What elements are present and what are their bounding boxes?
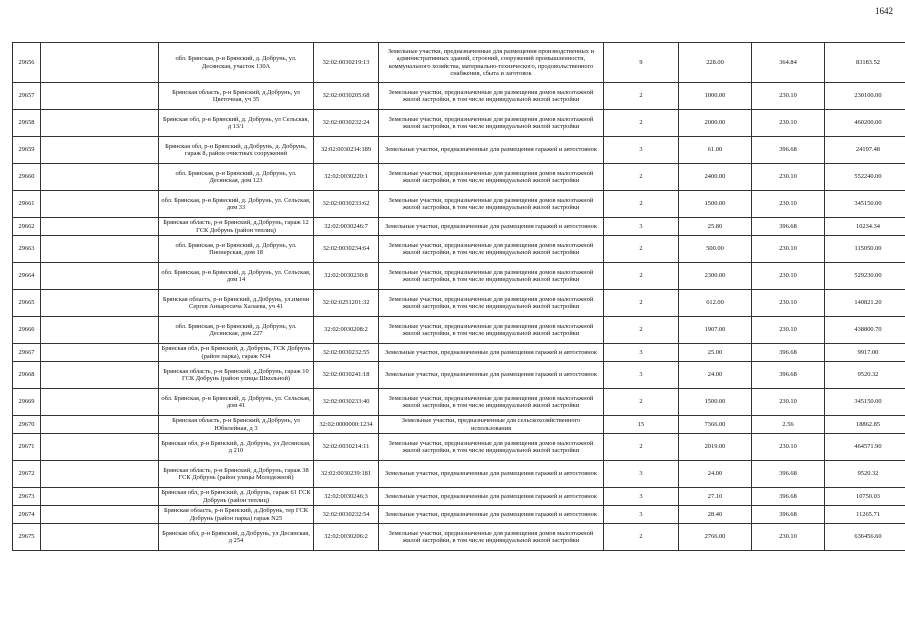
use-group-cell: 2: [604, 389, 679, 416]
row-id-cell: 29672: [13, 461, 41, 488]
cadastral-number-cell: 32:02:0030246:3: [314, 488, 379, 506]
land-use-cell: Земельные участки, предназначенные для размещения домов малоэтажной жилой застройки, в том числе индивидуальной жилой застройки: [379, 290, 604, 317]
address-cell: обл. Брянская, р-н Брянский, д. Добрунь, ул. Пионерская, дом 18: [159, 236, 314, 263]
blank-cell: [41, 218, 159, 236]
table-row: [13, 83, 905, 110]
cadastral-number-cell: 32:02:0030208:2: [314, 317, 379, 344]
address-cell: Брянская область, р-н Брянский, д.Добрунь, гараж 38 ГСК Добрунь (район улицы Молодежной): [159, 461, 314, 488]
land-use-cell: Земельные участки, предназначенные для сельскохозяйственного использования: [379, 416, 604, 434]
address-cell: обл. Брянская, р-н Брянский, д. Добрунь, ул. Десянская, участок 130А: [159, 43, 314, 83]
row-id-cell: 29671: [13, 434, 41, 461]
row-id-cell: 29660: [13, 164, 41, 191]
specific-value-cell: 230.10: [752, 191, 825, 218]
cadastral-number-cell: 32:02:0030220:1: [314, 164, 379, 191]
address-cell: обл. Брянская, р-н Брянский, д. Добрунь, ул. Сельская, дом 33: [159, 191, 314, 218]
cadastral-value-cell: 438800.70: [825, 317, 905, 344]
row-id-cell: 29666: [13, 317, 41, 344]
area-cell: 1500.00: [679, 191, 752, 218]
address-cell: Брянская область, р-н Брянский, д.Добрунь, тер ГСК Добрунь (район парка) гараж N25: [159, 506, 314, 524]
row-id-cell: 29670: [13, 416, 41, 434]
land-use-cell: Земельные участки, предназначенные для размещения гаражей и автостоянок: [379, 488, 604, 506]
row-id-cell: 29668: [13, 362, 41, 389]
use-group-cell: 3: [604, 362, 679, 389]
use-group-cell: 2: [604, 290, 679, 317]
area-cell: 25.00: [679, 344, 752, 362]
use-group-cell: 3: [604, 218, 679, 236]
land-use-cell: Земельные участки, предназначенные для размещения гаражей и автостоянок: [379, 362, 604, 389]
row-id-cell: 29659: [13, 137, 41, 164]
area-cell: 228.00: [679, 43, 752, 83]
area-cell: 25.80: [679, 218, 752, 236]
use-group-cell: 2: [604, 434, 679, 461]
cadastral-number-cell: 32:02:0030234:64: [314, 236, 379, 263]
row-id-cell: 29673: [13, 488, 41, 506]
table-row: [13, 416, 905, 434]
cadastral-number-cell: 32:02:0030205:68: [314, 83, 379, 110]
cadastral-number-cell: 32:02:0000000:1234: [314, 416, 379, 434]
address-cell: Брянская область, р-н Брянский, д.Добрунь, ул.имени Сергея Анкаресича Халаева, уч 41: [159, 290, 314, 317]
blank-cell: [41, 506, 159, 524]
row-id-cell: 29663: [13, 236, 41, 263]
table-row: [13, 263, 905, 290]
cadastral-number-cell: 32:02:0030233:40: [314, 389, 379, 416]
area-cell: 61.00: [679, 137, 752, 164]
row-id-cell: 29675: [13, 524, 41, 551]
use-group-cell: 3: [604, 461, 679, 488]
address-cell: Брянская область, р-н Брянский, д.Добрунь, гараж 10 ГСК Добрунь (район улицы Школьной): [159, 362, 314, 389]
area-cell: 2019.00: [679, 434, 752, 461]
use-group-cell: 9: [604, 43, 679, 83]
land-use-cell: Земельные участки, предназначенные для размещения домов малоэтажной жилой застройки, в том числе индивидуальной жилой застройки: [379, 524, 604, 551]
area-cell: 500.00: [679, 236, 752, 263]
blank-cell: [41, 389, 159, 416]
specific-value-cell: 230.10: [752, 290, 825, 317]
area-cell: 24.00: [679, 362, 752, 389]
blank-cell: [41, 191, 159, 218]
blank-cell: [41, 416, 159, 434]
land-use-cell: Земельные участки, предназначенные для размещения домов малоэтажной жилой застройки, в том числе индивидуальной жилой застройки: [379, 83, 604, 110]
cadastral-number-cell: 32:02:0030234:189: [314, 137, 379, 164]
land-use-cell: Земельные участки, предназначенные для размещения домов малоэтажной жилой застройки, в том числе индивидуальной жилой застройки: [379, 164, 604, 191]
use-group-cell: 15: [604, 416, 679, 434]
use-group-cell: 2: [604, 263, 679, 290]
cadastral-value-table: [12, 42, 905, 551]
address-cell: Брянская область, р-н Брянский, д.Добрунь, ул Цветочная, уч 35: [159, 83, 314, 110]
table-row: [13, 290, 905, 317]
blank-cell: [41, 43, 159, 83]
cadastral-value-cell: 464571.90: [825, 434, 905, 461]
use-group-cell: 3: [604, 137, 679, 164]
cadastral-value-cell: 9520.32: [825, 362, 905, 389]
land-use-cell: Земельные участки, предназначенные для размещения домов малоэтажной жилой застройки, в том числе индивидуальной жилой застройки: [379, 191, 604, 218]
blank-cell: [41, 524, 159, 551]
cadastral-value-cell: 18862.85: [825, 416, 905, 434]
row-id-cell: 29658: [13, 110, 41, 137]
use-group-cell: 3: [604, 344, 679, 362]
cadastral-value-cell: 10750.03: [825, 488, 905, 506]
use-group-cell: 2: [604, 524, 679, 551]
blank-cell: [41, 83, 159, 110]
table-row: [13, 461, 905, 488]
address-cell: Брянская обл, р-н Брянский, д. Добрунь, гараж 61 ГСК Добрунь (район теплиц): [159, 488, 314, 506]
area-cell: 1907.00: [679, 317, 752, 344]
page-number: 1642: [875, 6, 893, 16]
area-cell: 612.00: [679, 290, 752, 317]
land-use-cell: Земельные участки, предназначенные для размещения гаражей и автостоянок: [379, 506, 604, 524]
specific-value-cell: 396.68: [752, 344, 825, 362]
land-use-cell: Земельные участки, предназначенные для размещения домов малоэтажной жилой застройки, в том числе индивидуальной жилой застройки: [379, 389, 604, 416]
land-use-cell: Земельные участки, предназначенные для размещения домов малоэтажной жилой застройки, в том числе индивидуальной жилой застройки: [379, 434, 604, 461]
specific-value-cell: 230.10: [752, 236, 825, 263]
table-row: [13, 110, 905, 137]
land-use-cell: Земельные участки, предназначенные для размещения домов малоэтажной жилой застройки, в том числе индивидуальной жилой застройки: [379, 110, 604, 137]
specific-value-cell: 396.68: [752, 218, 825, 236]
specific-value-cell: 396.68: [752, 488, 825, 506]
address-cell: Брянская область, р-н Брянский, д.Добрунь, ул Юбилейная, д 3: [159, 416, 314, 434]
blank-cell: [41, 263, 159, 290]
cadastral-value-cell: 230100.00: [825, 83, 905, 110]
blank-cell: [41, 236, 159, 263]
cadastral-value-cell: 529230.00: [825, 263, 905, 290]
use-group-cell: 2: [604, 83, 679, 110]
specific-value-cell: 230.10: [752, 389, 825, 416]
cadastral-value-cell: 9917.00: [825, 344, 905, 362]
table-row: [13, 362, 905, 389]
cadastral-value-cell: 9520.32: [825, 461, 905, 488]
table-row: [13, 344, 905, 362]
specific-value-cell: 230.10: [752, 110, 825, 137]
address-cell: Брянская обл, р-н Брянский, д.Добрунь, д. Добрунь, гараж 8, район очистных сооружений: [159, 137, 314, 164]
use-group-cell: 2: [604, 191, 679, 218]
row-id-cell: 29662: [13, 218, 41, 236]
land-use-cell: Земельные участки, предназначенные для размещения гаражей и автостоянок: [379, 344, 604, 362]
specific-value-cell: 230.10: [752, 164, 825, 191]
specific-value-cell: 364.84: [752, 43, 825, 83]
land-use-cell: Земельные участки, предназначенные для размещения домов малоэтажной жилой застройки, в том числе индивидуальной жилой застройки: [379, 236, 604, 263]
use-group-cell: 3: [604, 488, 679, 506]
address-cell: Брянская обл, р-н Брянский, д. Добрунь, ул Сельская, д 13/1: [159, 110, 314, 137]
use-group-cell: 2: [604, 110, 679, 137]
table-row: [13, 524, 905, 551]
area-cell: 1500.00: [679, 389, 752, 416]
cadastral-number-cell: 32:02:0030219:13: [314, 43, 379, 83]
row-id-cell: 29661: [13, 191, 41, 218]
address-cell: обл. Брянская, р-н Брянский, д. Добрунь, ул. Десянская, дом 123: [159, 164, 314, 191]
blank-cell: [41, 362, 159, 389]
blank-cell: [41, 461, 159, 488]
land-use-cell: Земельные участки, предназначенные для размещения гаражей и автостоянок: [379, 137, 604, 164]
area-cell: 28.40: [679, 506, 752, 524]
table-body: [13, 43, 905, 551]
cadastral-value-cell: 636456.60: [825, 524, 905, 551]
land-use-cell: Земельные участки, предназначенные для размещения гаражей и автостоянок: [379, 461, 604, 488]
cadastral-value-cell: 83183.52: [825, 43, 905, 83]
specific-value-cell: 396.68: [752, 362, 825, 389]
row-id-cell: 29656: [13, 43, 41, 83]
specific-value-cell: 230.10: [752, 524, 825, 551]
cadastral-value-cell: 11265.71: [825, 506, 905, 524]
specific-value-cell: 230.10: [752, 434, 825, 461]
area-cell: 1000.00: [679, 83, 752, 110]
land-use-cell: Земельные участки, предназначенные для размещения гаражей и автостоянок: [379, 218, 604, 236]
cadastral-value-cell: 24197.48: [825, 137, 905, 164]
cadastral-number-cell: 32:02:0030239:181: [314, 461, 379, 488]
blank-cell: [41, 110, 159, 137]
use-group-cell: 3: [604, 506, 679, 524]
table-row: [13, 236, 905, 263]
row-id-cell: 29657: [13, 83, 41, 110]
specific-value-cell: 230.10: [752, 263, 825, 290]
area-cell: 24.00: [679, 461, 752, 488]
cadastral-value-cell: 115050.00: [825, 236, 905, 263]
cadastral-value-cell: 345150.00: [825, 191, 905, 218]
cadastral-number-cell: 32:02:0030232:55: [314, 344, 379, 362]
cadastral-value-cell: 140821.20: [825, 290, 905, 317]
area-cell: 2300.00: [679, 263, 752, 290]
cadastral-number-cell: 32:02:0030233:62: [314, 191, 379, 218]
cadastral-number-cell: 32:02:0251201:32: [314, 290, 379, 317]
row-id-cell: 29664: [13, 263, 41, 290]
table-row: [13, 488, 905, 506]
cadastral-value-cell: 10234.34: [825, 218, 905, 236]
specific-value-cell: 230.10: [752, 83, 825, 110]
row-id-cell: 29669: [13, 389, 41, 416]
table-row: [13, 506, 905, 524]
area-cell: 2400.00: [679, 164, 752, 191]
table-row: [13, 317, 905, 344]
specific-value-cell: 230.10: [752, 317, 825, 344]
address-cell: Брянская обл, р-н Брянский, д. Добрунь, ул Десянская, д 210: [159, 434, 314, 461]
row-id-cell: 29665: [13, 290, 41, 317]
blank-cell: [41, 137, 159, 164]
row-id-cell: 29674: [13, 506, 41, 524]
use-group-cell: 2: [604, 236, 679, 263]
cadastral-number-cell: 32:02:0030232:24: [314, 110, 379, 137]
blank-cell: [41, 164, 159, 191]
table-row: [13, 43, 905, 83]
cadastral-number-cell: 32:02:0030241:18: [314, 362, 379, 389]
cadastral-number-cell: 32:02:0030206:2: [314, 524, 379, 551]
cadastral-number-cell: 32:02:0030246:7: [314, 218, 379, 236]
table-row: [13, 434, 905, 461]
use-group-cell: 2: [604, 164, 679, 191]
specific-value-cell: 396.68: [752, 137, 825, 164]
specific-value-cell: 396.68: [752, 506, 825, 524]
table-row: [13, 191, 905, 218]
address-cell: обл. Брянская, р-н Брянский, д. Добрунь, ул. Сельская, дом 14: [159, 263, 314, 290]
specific-value-cell: 396.68: [752, 461, 825, 488]
area-cell: 2000.00: [679, 110, 752, 137]
address-cell: Брянская область, р-н Брянский, д.Добрунь, гараж 12 ГСК Добрунь (район теплиц): [159, 218, 314, 236]
cadastral-value-cell: 460200.00: [825, 110, 905, 137]
blank-cell: [41, 488, 159, 506]
blank-cell: [41, 434, 159, 461]
blank-cell: [41, 317, 159, 344]
blank-cell: [41, 290, 159, 317]
address-cell: обл. Брянская, р-н Брянский, д. Добрунь, ул. Сельская, дом 41: [159, 389, 314, 416]
address-cell: обл. Брянская, р-н Брянский, д. Добрунь, ул. Десянская, дом 227: [159, 317, 314, 344]
blank-cell: [41, 344, 159, 362]
table-row: [13, 389, 905, 416]
area-cell: 2766.00: [679, 524, 752, 551]
area-cell: 7366.00: [679, 416, 752, 434]
land-use-cell: Земельные участки, предназначенные для размещения домов малоэтажной жилой застройки, в том числе индивидуальной жилой застройки: [379, 317, 604, 344]
use-group-cell: 2: [604, 317, 679, 344]
cadastral-value-cell: 552240.00: [825, 164, 905, 191]
cadastral-number-cell: 32:02:0030214:11: [314, 434, 379, 461]
specific-value-cell: 2.56: [752, 416, 825, 434]
table-row: [13, 218, 905, 236]
land-use-cell: Земельные участки, предназначенные для размещения домов малоэтажной жилой застройки, в том числе индивидуальной жилой застройки: [379, 263, 604, 290]
address-cell: Брянская обл, р-н Брянский, д.Добрунь, ул Десянская, д 254: [159, 524, 314, 551]
table-row: [13, 137, 905, 164]
address-cell: Брянская обл, р-н Брянский, д. Добрунь, ГСК Добрунь (район парка), гараж N34: [159, 344, 314, 362]
land-use-cell: Земельные участки, предназначенные для размещения производственных и административных зданий, строений, сооружений промышленности, коммунального хозяйства, материально-технического, продовольственного снабжения, сбыта и заготовок: [379, 43, 604, 83]
table-row: [13, 164, 905, 191]
cadastral-value-cell: 345150.00: [825, 389, 905, 416]
row-id-cell: 29667: [13, 344, 41, 362]
cadastral-number-cell: 32:02:0030232:54: [314, 506, 379, 524]
cadastral-number-cell: 32:02:0030230:8: [314, 263, 379, 290]
area-cell: 27.10: [679, 488, 752, 506]
